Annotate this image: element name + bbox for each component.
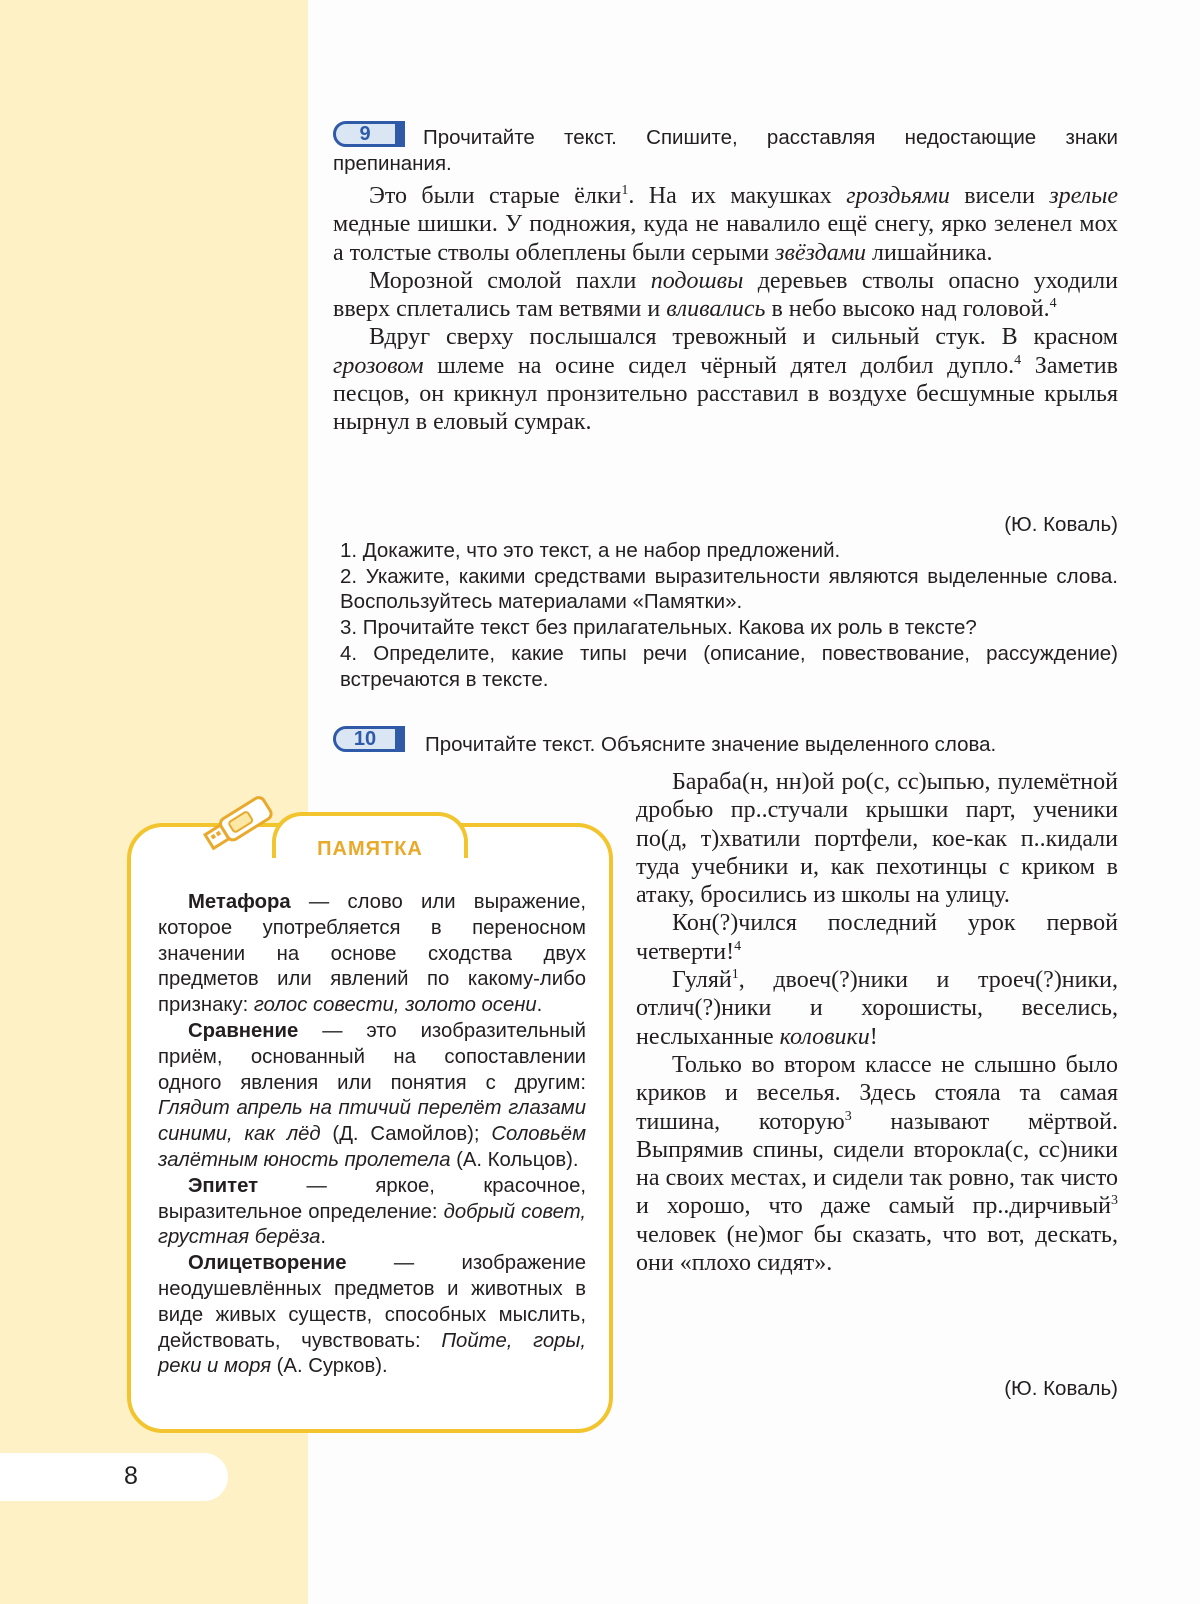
- memo-comparison: Сравнение — это изобразительный приём, основанный на сопоставлении одного явления или понятия с другим: Глядит апрель на птичий перелёт глазами синими, как лёд (Д. Самойлов); Соловьём залётным юность пролетела (А. Кольцов).: [158, 1019, 586, 1171]
- exercise-10-badge: 10: [333, 726, 405, 752]
- exercise-10-author: (Ю. Коваль): [1004, 1377, 1118, 1400]
- exercise-9-task: Прочитайте текст. Спишите, расставляя недостающие знаки препинания.: [333, 126, 1118, 175]
- question-3: 3. Прочитайте текст без прилагательных. Какова их роль в тексте?: [340, 616, 977, 640]
- ex9-paragraph-2: Морозной смолой пахли подошвы деревьев стволы опасно уходили вверх сплетались там ветвями и вливались в небо высоко над головой.$^4$: [333, 267, 1118, 323]
- memo-text: [158, 890, 586, 1380]
- question-2: 2. Укажите, какими средствами выразительности являются выделенные слова. Воспользуйтесь материалами «Памятки».: [340, 564, 1118, 614]
- question-4: 4. Определите, какие типы речи (описание, повествование, рассуждение) встречаются в тексте.: [340, 641, 1118, 691]
- ex9-paragraph-1: Это были старые ёлки$^1$. На их макушках гроздьями висели зрелые медные шишки. У подножия, куда не навалило ещё снегу, ярко зеленел мох а толстые стволы облеплены были серыми звёздами лишайника.: [333, 183, 1119, 266]
- memo-epithet: Эпитет — яркое, красочное, выразительное определение: добрый совет, грустная берёза.: [158, 1174, 586, 1249]
- ex10-paragraph-2: Кон(?)чился последний урок первой четверти!$^4$: [636, 910, 1118, 965]
- page-number: 8: [124, 1462, 138, 1490]
- ex10-paragraph-1: Бараба(н, нн)ой ро(с, сс)ыпью, пулемётной дробью пр..стучали крышки парт, ученики по(д, т)хватили портфели, кое-как п..кидали туда учебники и, как пехотинцы с криком в атаку, бросились из школы на улицу.: [636, 769, 1118, 909]
- ex10-paragraph-4: Только во втором классе не слышно было криков и веселья. Здесь стояла та самая тишина, которую$^3$ называют мёртвой. Выпрямив спины, сидели второкла(с, сс)ники на своих местах, и сидели так ровно, так чисто и хорошо, что даже самый пр..дирчивый$^3$ человек (не)мог бы сказать, что вот, дескать, они «плохо сидят».: [636, 1051, 1118, 1277]
- exercise-10-task: Прочитайте текст. Объясните значение выделенного слова.: [425, 733, 997, 756]
- ex9-paragraph-3: Вдруг сверху послышался тревожный и сильный стук. В красном грозовом шлеме на осине сидел чёрный дятел долбил дупло.$^4$ Заметив песцов, он крикнул пронзительно расставил в воздухе бесшумные крылья нырнул в еловый сумрак.: [333, 324, 1118, 436]
- exercise-9-text: [333, 182, 1118, 437]
- usb-flash-drive-icon: [196, 791, 282, 855]
- exercise-10-text: [636, 768, 1118, 1277]
- question-1: 1. Докажите, что это текст, а не набор предложений.: [340, 539, 841, 562]
- memo-personification: Олицетворение — изображение неодушевлённых предметов и животных в виде живых существ, способных мыслить, действовать, чувствовать: Пойте, горы, реки и моря (А. Сурков).: [158, 1252, 586, 1378]
- exercise-9-questions: [340, 538, 1118, 692]
- exercise-9-author: (Ю. Коваль): [1004, 513, 1118, 536]
- exercise-9-badge: 9: [333, 121, 405, 147]
- page-number-tab: [0, 1453, 228, 1501]
- memo-metaphor: Метафора — слово или выражение, которое употребляется в переносном значении на основе сходства двух предметов или явлений по какому-либо признаку: голос совести, золото осени.: [158, 891, 586, 1017]
- memo-title: ПАМЯТКА: [317, 838, 423, 860]
- ex10-paragraph-3: Гуляй$^1$, двоеч(?)ники и троеч(?)ники, отлич(?)ники и хорошисты, веселись, неслыханные коловики!: [636, 967, 1118, 1050]
